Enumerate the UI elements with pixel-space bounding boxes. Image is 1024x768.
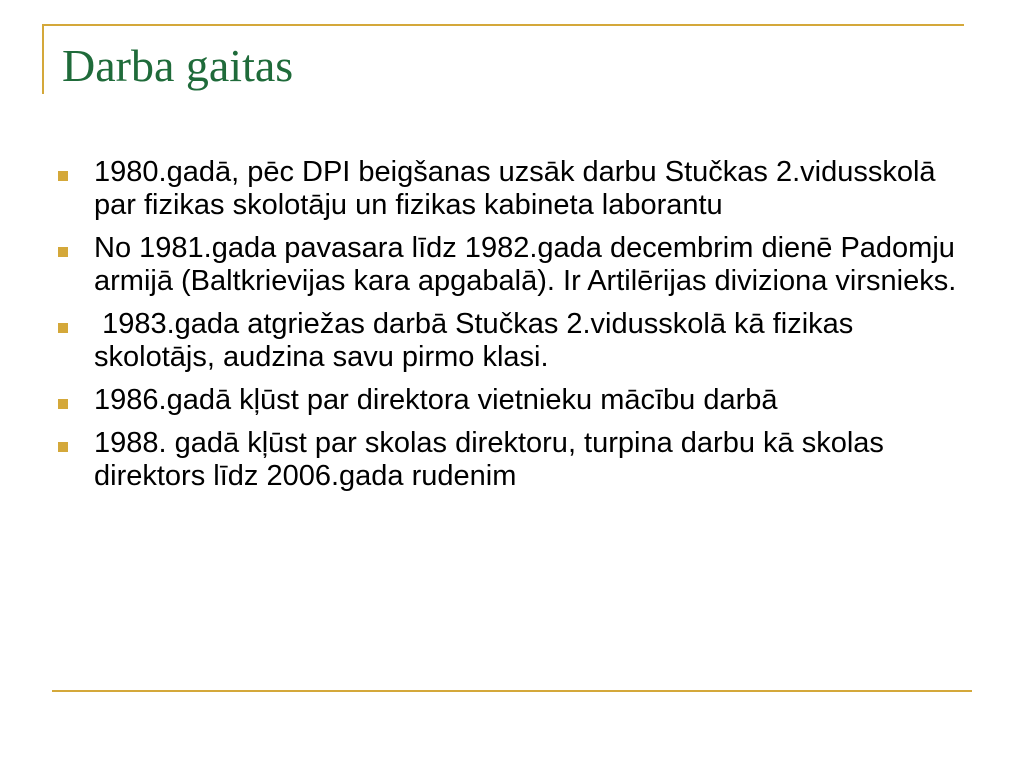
square-bullet-icon — [58, 442, 68, 452]
bullet-item — [56, 384, 976, 417]
left-border-line — [42, 24, 44, 94]
square-bullet-icon — [58, 171, 68, 181]
bullet-item — [56, 232, 976, 298]
square-bullet-icon — [58, 323, 68, 333]
bullet-text: 1986.gadā kļūst par direktora vietnieku mācību darbā — [94, 384, 778, 416]
top-border-line — [42, 24, 964, 26]
bullet-text: 1980.gadā, pēc DPI beigšanas uzsāk darbu Stučkas 2.vidusskolā par fizikas skolotāju un fizikas kabineta laborantu — [94, 156, 936, 221]
bullet-text: No 1981.gada pavasara līdz 1982.gada decembrim dienē Padomju armijā (Baltkrievijas kara apgabalā). Ir Artilērijas diviziona virsnieks. — [94, 232, 957, 297]
slide-title: Darba gaitas — [62, 40, 294, 91]
bullet-item — [56, 308, 976, 374]
bullet-text: 1983.gada atgriežas darbā Stučkas 2.vidusskolā kā fizikas skolotājs, audzina savu pirmo klasi. — [94, 308, 862, 373]
bullet-list — [56, 156, 976, 503]
bullet-text: 1988. gadā kļūst par skolas direktoru, turpina darbu kā skolas direktors līdz 2006.gada rudenim — [94, 427, 884, 492]
bottom-border-line — [52, 690, 972, 692]
bullet-item — [56, 156, 976, 222]
square-bullet-icon — [58, 399, 68, 409]
bullet-item — [56, 427, 976, 493]
square-bullet-icon — [58, 247, 68, 257]
